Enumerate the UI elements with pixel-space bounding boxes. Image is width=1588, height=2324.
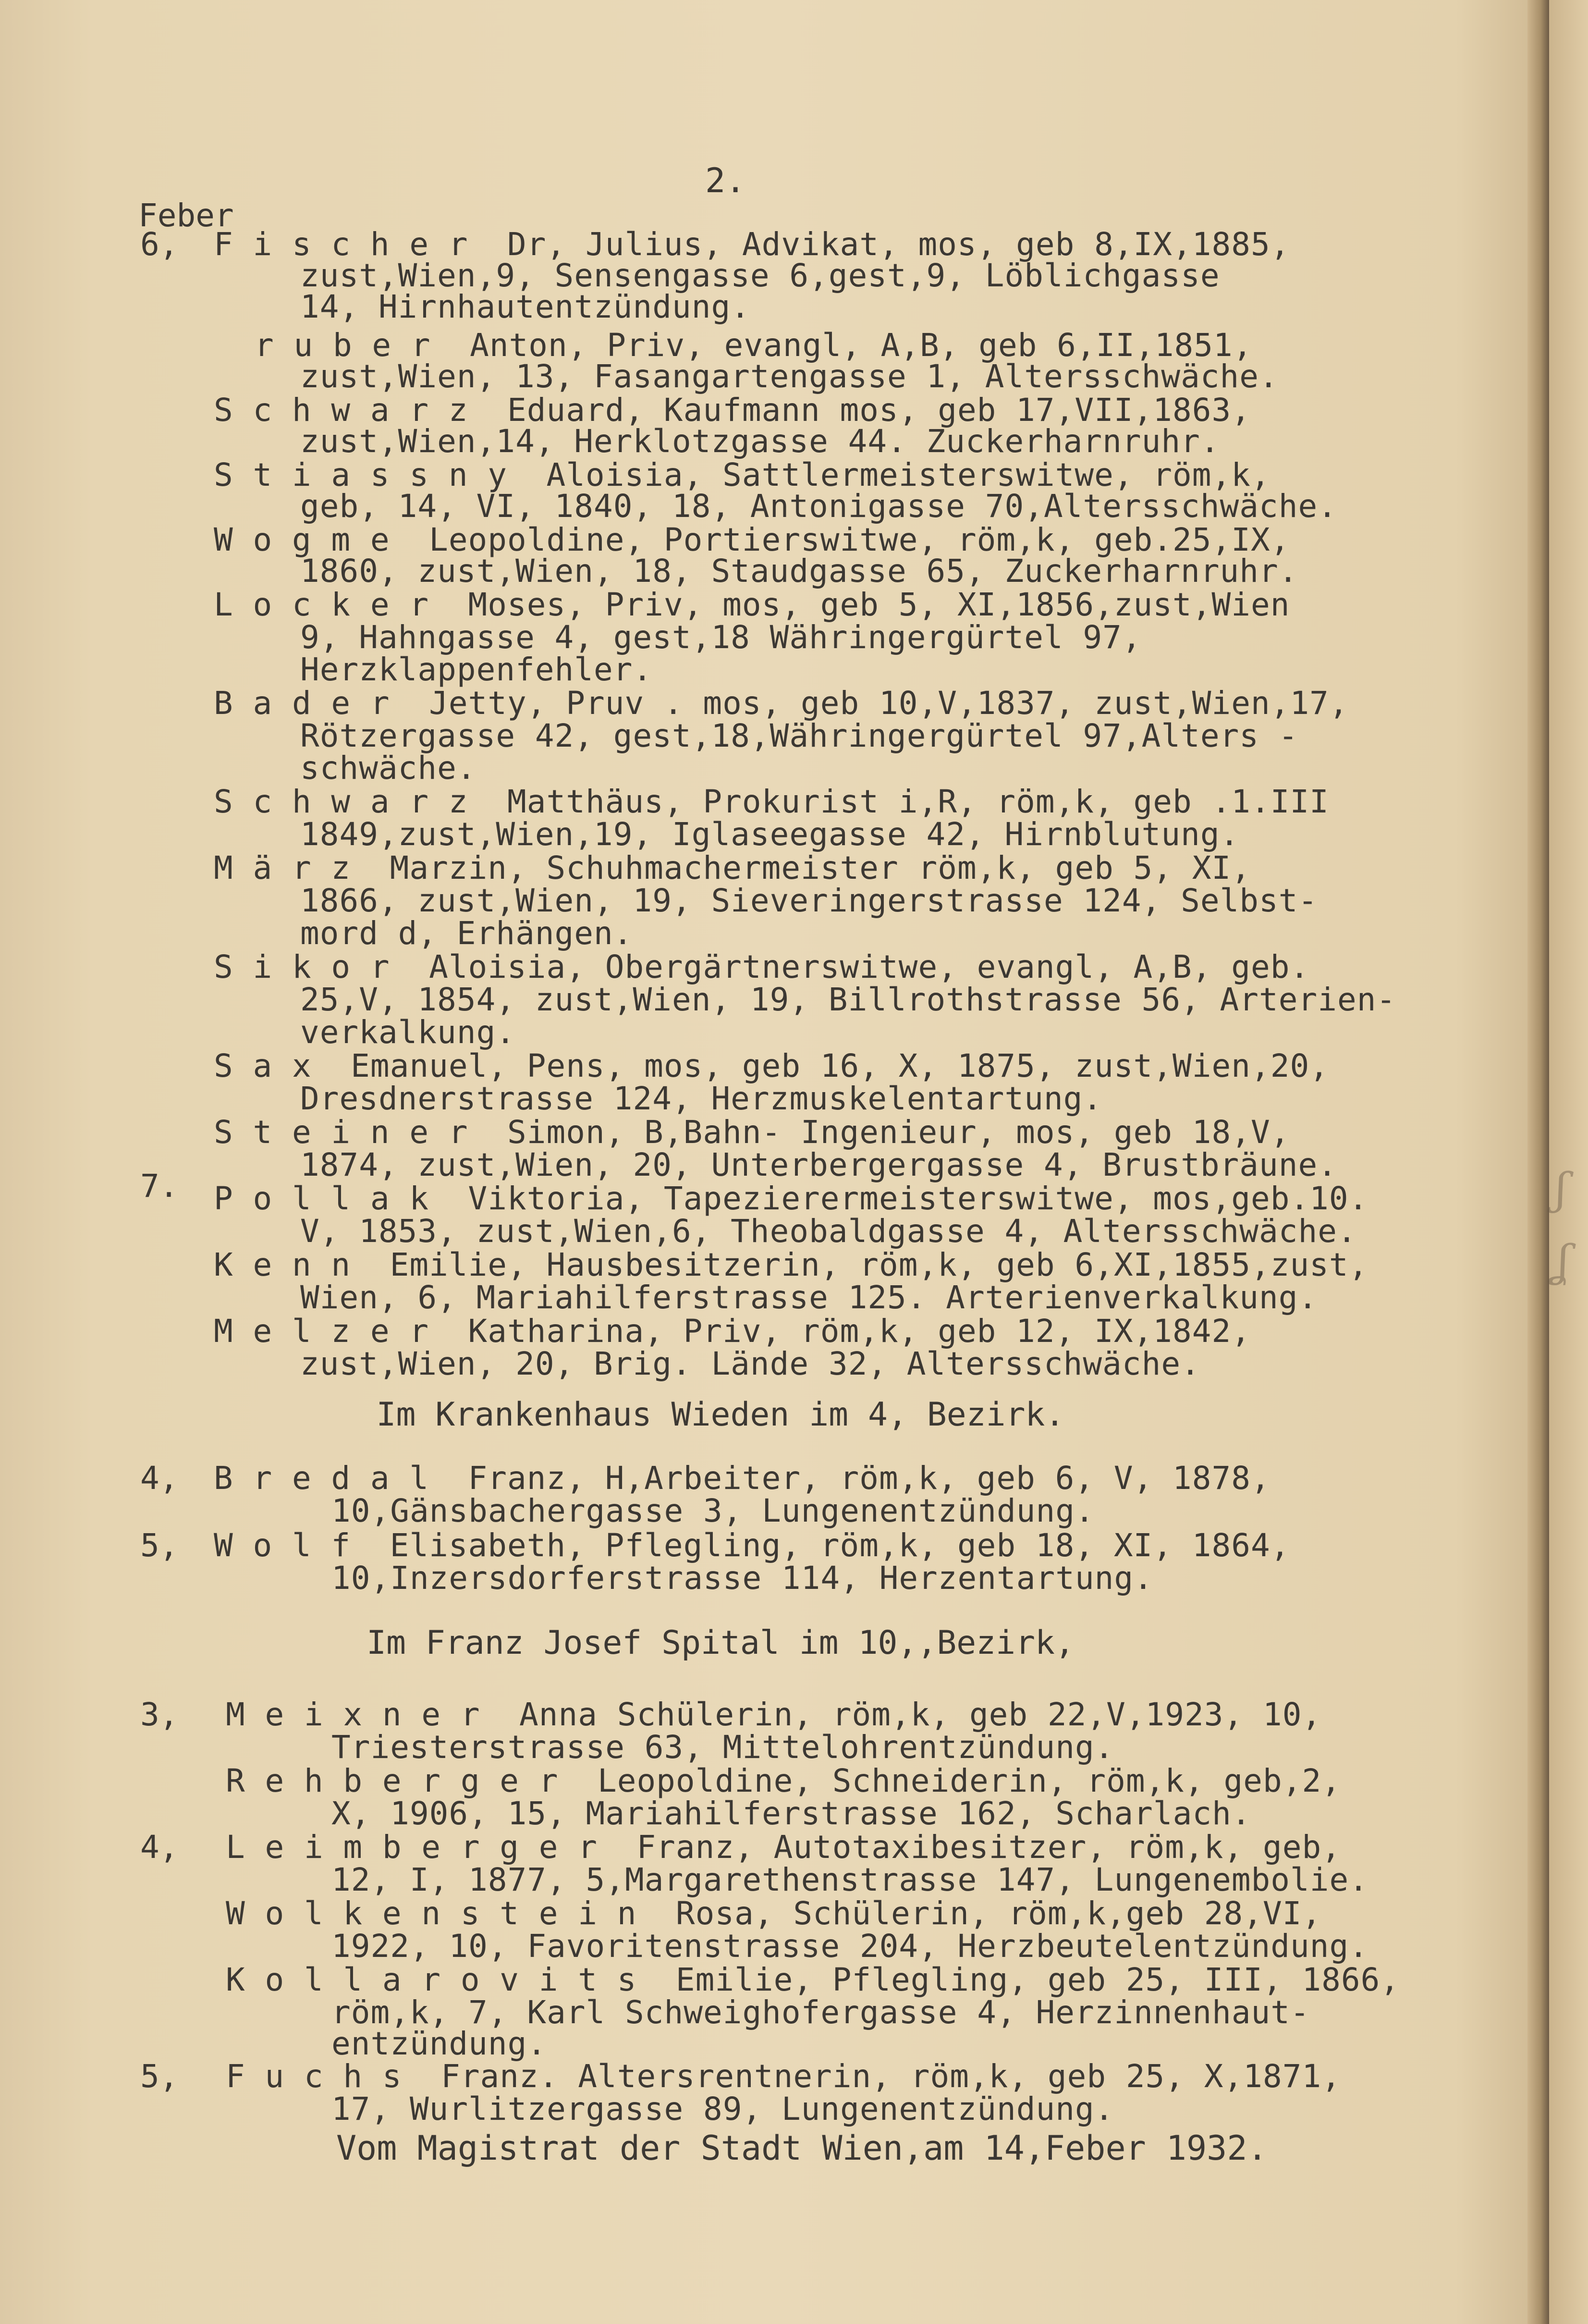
entry-line: F i s c h e r Dr, Julius, Advikat, mos, geb 8,IX,1885,: [214, 226, 1290, 263]
day-marker: 5,: [140, 1527, 179, 1564]
entry-line: L o c k e r Moses, Priv, mos, geb 5, XI,1856,zust,Wien: [214, 586, 1290, 623]
entry-line: S c h w a r z Eduard, Kaufmann mos, geb 17,VII,1863,: [214, 392, 1251, 429]
entry-line: M e i x n e r Anna Schülerin, röm,k, geb 22,V,1923, 10,: [226, 1696, 1322, 1733]
entry-line: K o l l a r o v i t s Emilie, Pflegling, geb 25, III, 1866,: [226, 1961, 1400, 1998]
entry-line: 12, I, 1877, 5,Margarethenstrasse 147, Lungenembolie.: [331, 1861, 1368, 1898]
entry-line: S i k o r Aloisia, Obergärtnerswitwe, evangl, A,B, geb.: [214, 948, 1310, 985]
day-marker: 4,: [140, 1829, 179, 1866]
entry-line: 17, Wurlitzergasse 89, Lungenentzündung.: [331, 2090, 1114, 2127]
day-marker: 4,: [140, 1460, 179, 1497]
entry-line: S a x Emanuel, Pens, mos, geb 16, X, 1875, zust,Wien,20,: [214, 1047, 1329, 1084]
day-marker: 7.: [140, 1168, 179, 1205]
entry-line: L e i m b e r g e r Franz, Autotaxibesitzer, röm,k, geb,: [226, 1829, 1341, 1866]
entry-line: Triesterstrasse 63, Mittelohrentzündung.: [331, 1729, 1114, 1766]
day-marker: 6,: [140, 226, 179, 263]
entry-line: Dresdnerstrasse 124, Herzmuskelentartung.: [300, 1080, 1103, 1117]
day-marker: 5,: [140, 2058, 179, 2095]
entry-line: zust,Wien,9, Sensengasse 6,gest,9, Löblichgasse: [300, 257, 1220, 294]
entry-line: zust,Wien, 20, Brig. Lände 32, Altersschwäche.: [300, 1345, 1200, 1382]
entry-line: geb, 14, VI, 1840, 18, Antonigasse 70,Altersschwäche.: [300, 488, 1337, 525]
entry-line: V, 1853, zust,Wien,6, Theobaldgasse 4, Altersschwäche.: [300, 1213, 1357, 1250]
entry-line: entzündung.: [331, 2025, 547, 2062]
day-marker: 3,: [140, 1696, 179, 1733]
entry-line: 25,V, 1854, zust,Wien, 19, Billrothstrasse 56, Arterien-: [300, 981, 1396, 1018]
entry-line: 10,Gänsbachergasse 3, Lungenentzündung.: [331, 1492, 1095, 1529]
entry-line: B a d e r Jetty, Pruv . mos, geb 10,V,1837, zust,Wien,17,: [214, 685, 1349, 722]
entry-line: W o g m e Leopoldine, Portierswitwe, röm,k, geb.25,IX,: [214, 521, 1290, 558]
entry-line: W o l k e n s t e i n Rosa, Schülerin, röm,k,geb 28,VI,: [226, 1895, 1322, 1932]
entry-line: 14, Hirnhautentzündung.: [300, 288, 750, 325]
entry-line: r u b e r Anton, Priv, evangl, A,B, geb 6,II,1851,: [255, 327, 1253, 364]
entry-line: zust,Wien,14, Herklotzgasse 44. Zuckerharnruhr.: [300, 423, 1220, 460]
entry-line: Herzklappenfehler.: [300, 651, 653, 688]
entry-line: 1866, zust,Wien, 19, Sieveringerstrasse 124, Selbst-: [300, 882, 1318, 919]
entry-line: K e n n Emilie, Hausbesitzerin, röm,k, geb 6,XI,1855,zust,: [214, 1246, 1368, 1283]
entry-line: P o l l a k Viktoria, Tapezierermeisterswitwe, mos,geb.10.: [214, 1180, 1368, 1217]
entry-line: 1874, zust,Wien, 20, Unterbergergasse 4, Brustbräune.: [300, 1146, 1337, 1183]
signature-line: Vom Magistrat der Stadt Wien,am 14,Feber 1932.: [336, 2128, 1268, 2168]
entry-line: 9, Hahngasse 4, gest,18 Währingergürtel 97,: [300, 619, 1142, 656]
entry-line: zust,Wien, 13, Fasangartengasse 1, Altersschwäche.: [300, 358, 1279, 395]
entry-line: mord d, Erhängen.: [300, 915, 633, 952]
page-number: 2.: [705, 161, 746, 200]
entry-line: X, 1906, 15, Mariahilferstrasse 162, Scharlach.: [331, 1795, 1251, 1832]
book-spine: [1527, 0, 1549, 2324]
entry-line: B r e d a l Franz, H,Arbeiter, röm,k, geb 6, V, 1878,: [214, 1460, 1270, 1497]
entry-line: verkalkung.: [300, 1014, 516, 1051]
section-heading-wieden: Im Krankenhaus Wieden im 4, Bezirk.: [376, 1396, 1065, 1434]
entry-line: M e l z e r Katharina, Priv, röm,k, geb 12, IX,1842,: [214, 1313, 1251, 1350]
entry-line: S t e i n e r Simon, B,Bahn- Ingenieur, mos, geb 18,V,: [214, 1114, 1290, 1151]
section-heading-franz-josef: Im Franz Josef Spital im 10,,Bezirk,: [366, 1624, 1075, 1662]
entry-line: F u c h s Franz. Altersrentnerin, röm,k, geb 25, X,1871,: [226, 2058, 1341, 2095]
entry-line: 1922, 10, Favoritenstrasse 204, Herzbeutelentzündung.: [331, 1928, 1368, 1965]
margin-handwriting: ʃ ʆ: [1555, 1164, 1570, 1286]
entry-line: 1860, zust,Wien, 18, Staudgasse 65, Zuckerharnruhr.: [300, 553, 1298, 590]
entry-line: schwäche.: [300, 750, 476, 787]
entry-line: M ä r z Marzin, Schuhmachermeister röm,k, geb 5, XI,: [214, 849, 1251, 886]
entry-line: Rötzergasse 42, gest,18,Währingergürtel 97,Alters -: [300, 717, 1298, 754]
entry-line: 10,Inzersdorferstrasse 114, Herzentartung.: [331, 1560, 1153, 1597]
entry-line: Wien, 6, Mariahilferstrasse 125. Arterienverkalkung.: [300, 1279, 1318, 1316]
entry-line: S t i a s s n y Aloisia, Sattlermeisterswitwe, röm,k,: [214, 456, 1270, 493]
month-label: Feber: [138, 197, 234, 234]
entry-line: W o l f Elisabeth, Pflegling, röm,k, geb 18, XI, 1864,: [214, 1527, 1290, 1564]
entry-line: 1849,zust,Wien,19, Iglaseegasse 42, Hirnblutung.: [300, 816, 1240, 853]
entry-line: R e h b e r g e r Leopoldine, Schneiderin, röm,k, geb,2,: [226, 1762, 1341, 1799]
entry-line: S c h w a r z Matthäus, Prokurist i,R, röm,k, geb .1.III: [214, 783, 1329, 820]
entry-line: röm,k, 7, Karl Schweighofergasse 4, Herzinnenhaut-: [331, 1994, 1310, 2031]
